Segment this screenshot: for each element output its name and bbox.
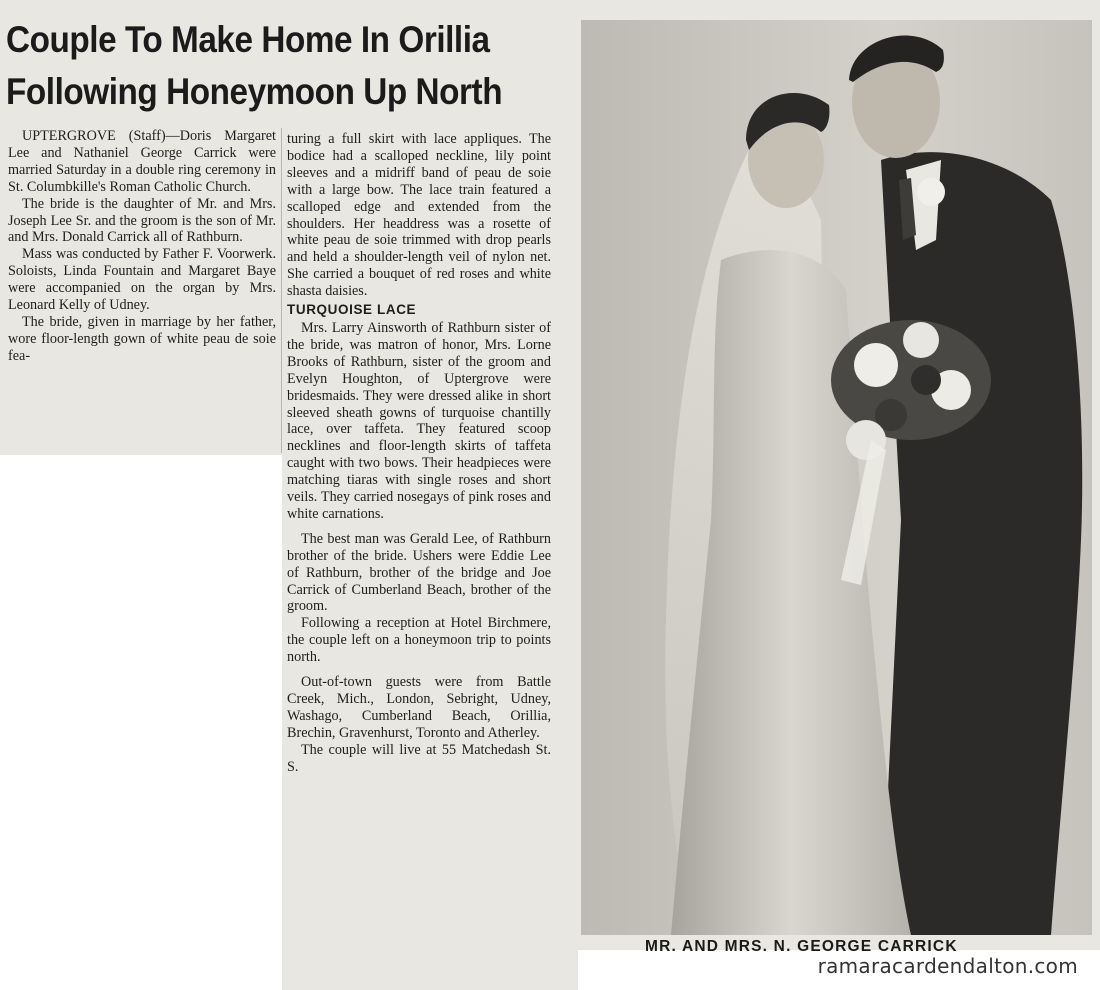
paragraph: The best man was Gerald Lee, of Rathburn brother of the bride. Ushers were Eddie Lee of Rathburn, brother of the bridge and Joe Carrick of Cumberland Beach, brother of the groom. — [287, 530, 551, 615]
paragraph: Mrs. Larry Ainsworth of Rathburn sister of the bride, was matron of honor, Mrs. Lorne Brooks of Rathburn, sister of the groom and Evelyn Houghton, of Uptergrove were bridesmaids. They were dressed alike in short sleeved sheath gowns of turquoise chantilly lace, over taffeta. They featured scoop necklines and floor-length skirts of taffeta caught with two bows. Their headpieces were matching tiaras with single roses and short veils. They carried nosegays of pink roses and white carnations. — [287, 319, 551, 522]
paragraph: Out-of-town guests were from Battle Creek, Mich., London, Sebright, Udney, Washago, Cumberland Beach, Orillia, Brechin, Gravenhurst, Toronto and Atherley. — [287, 674, 551, 741]
wedding-photo — [581, 20, 1092, 935]
paragraph: The bride, given in marriage by her father, wore floor-length gown of white peau de soie fea- — [8, 313, 276, 364]
groom-suit — [881, 152, 1082, 935]
paragraph: turing a full skirt with lace appliques. The bodice had a scalloped neckline, lily point sleeves and a midriff band of peau de soie with a large bow. The lace train featured a scalloped edge and extended from the shoulders. Her headdress was a rosette of white peau de soie trimmed with drop pearls and held a shoulder-length veil of nylon net. She carried a bouquet of red roses and white shasta daisies. — [287, 131, 551, 300]
subheading: TURQUOISE LACE — [287, 302, 417, 318]
paragraph: The couple will live at 55 Matchedash St. S. — [287, 741, 551, 775]
headline-line-1: Couple To Make Home In Orillia — [6, 19, 490, 60]
paragraph: UPTERGROVE (Staff)—Doris Margaret Lee and Nathaniel George Carrick were married Saturday in a double ring ceremony in St. Columbkille's Roman Catholic Church. — [8, 128, 276, 195]
headline — [6, 14, 510, 118]
couple-photo-illustration — [581, 20, 1092, 935]
paragraph: Mass was conducted by Father F. Voorwerk. Soloists, Linda Fountain and Margaret Baye were accompanied on the organ by Mrs. Leonard Kelly of Udney. — [8, 246, 276, 314]
paragraph: The bride is the daughter of Mr. and Mrs. Joseph Lee Sr. and the groom is the son of Mr. and Mrs. Donald Carrick all of Rathburn. — [8, 195, 276, 246]
paragraph: Following a reception at Hotel Birchmere, the couple left on a honeymoon trip to points north. — [287, 615, 551, 666]
site-watermark: ramaracardendalton.com — [817, 954, 1078, 978]
boutonniere — [917, 178, 945, 206]
article-column-1 — [8, 128, 276, 365]
headline-line-2: Following Honeymoon Up North — [6, 71, 503, 112]
article-column-2 — [287, 131, 551, 776]
column-divider — [281, 128, 282, 453]
photo-caption: MR. AND MRS. N. GEORGE CARRICK — [645, 938, 958, 955]
